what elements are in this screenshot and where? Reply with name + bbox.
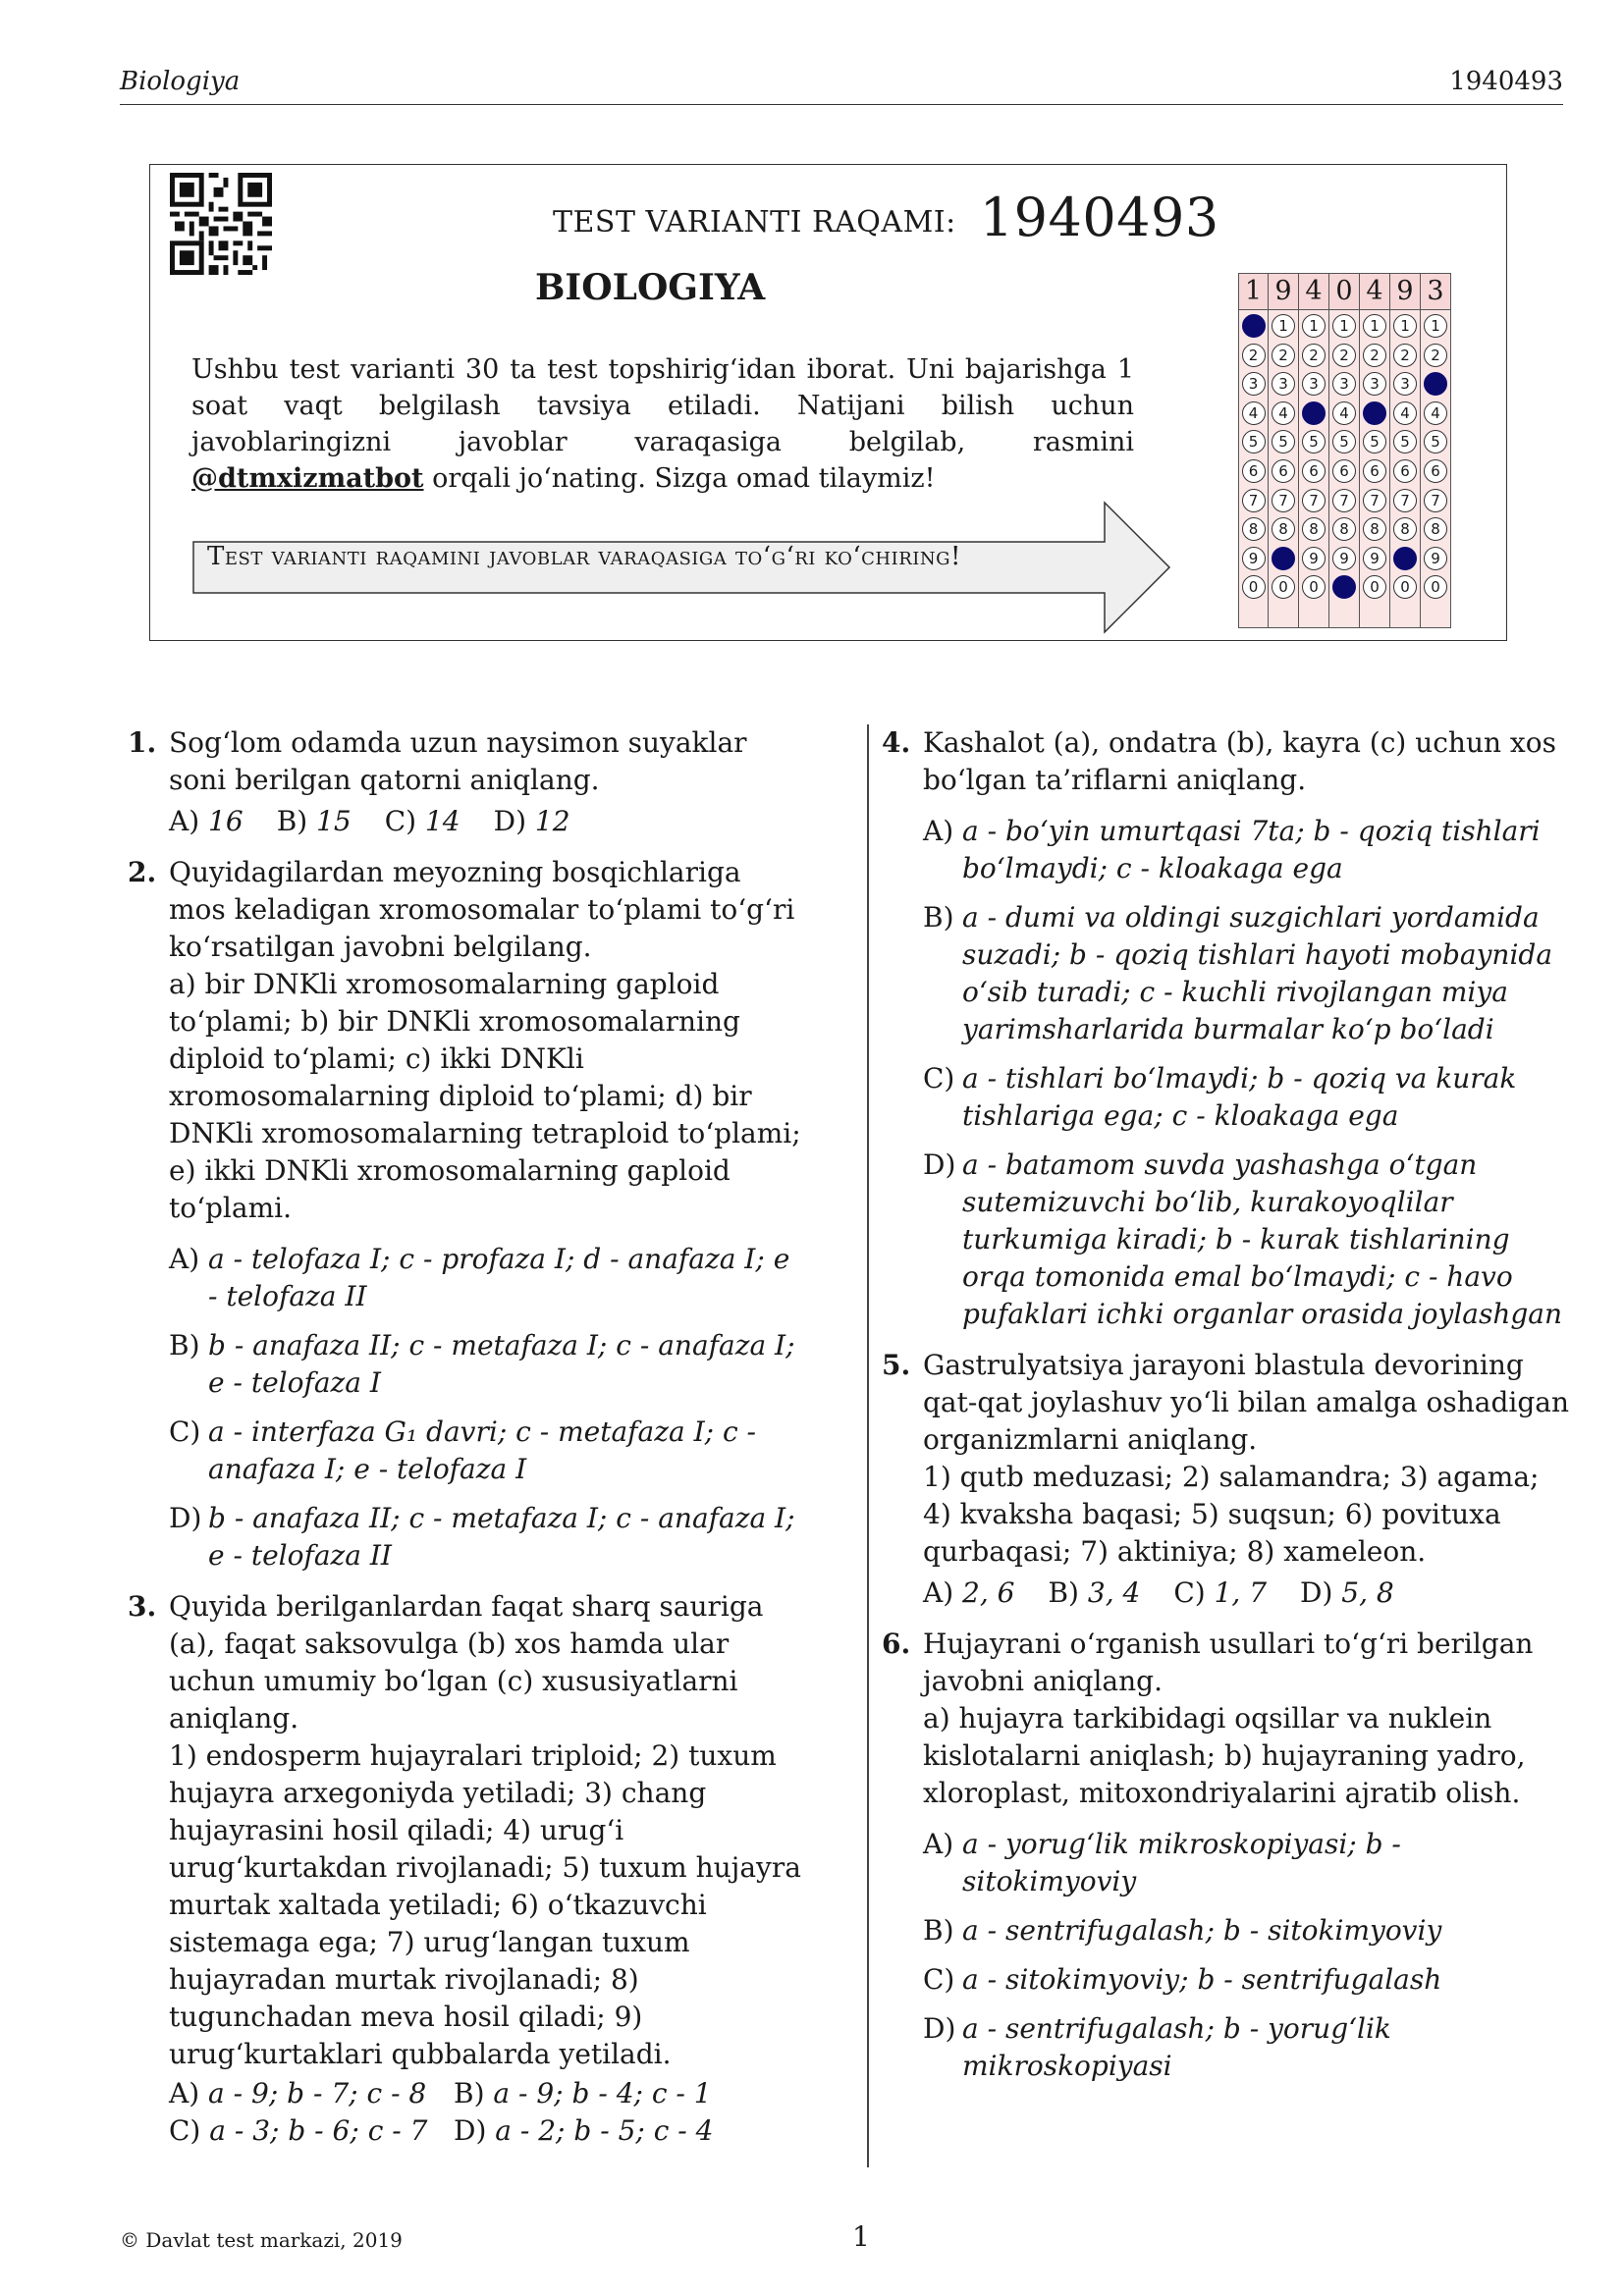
digit-header: 1 xyxy=(1239,274,1268,310)
bubble[interactable]: 0 xyxy=(1424,575,1447,599)
digit-column xyxy=(1238,273,1269,628)
answer-letter: C) xyxy=(169,1415,201,1448)
bubble[interactable]: 1 xyxy=(1272,314,1295,338)
digit-column xyxy=(1329,273,1360,628)
answer-letter: C) xyxy=(923,1062,955,1095)
bubble-filled[interactable] xyxy=(1302,401,1326,425)
answer-option[interactable]: B) a - 9; b - 4; c - 1 xyxy=(454,2077,712,2109)
answer-letter: B) xyxy=(169,1329,200,1362)
answer-text: a - 2; b - 5; c - 4 xyxy=(495,2114,714,2147)
answer-letter: A) xyxy=(923,815,954,847)
digit-column xyxy=(1299,273,1329,628)
question-text: Kashalot (a), ondatra (b), kayra (c) uchun xos bo‘lgan ta’riflarni aniqlang. xyxy=(923,726,1556,796)
answer-text: a - interfaza G₁ davri; c - metafaza I; c - anafaza I; e - telofaza I xyxy=(208,1415,757,1485)
questions-left-column xyxy=(128,724,805,2163)
answer-option[interactable]: B) 3, 4 xyxy=(1048,1576,1141,1609)
answer-option[interactable] xyxy=(923,1912,1569,1949)
bubble[interactable]: 0 xyxy=(1302,575,1326,599)
bubble[interactable]: 3 xyxy=(1393,372,1417,396)
bubble[interactable]: 8 xyxy=(1363,517,1386,541)
bubble[interactable]: 6 xyxy=(1302,459,1326,483)
answer-letter: D) xyxy=(923,2012,956,2045)
answer-text: 1, 7 xyxy=(1214,1576,1268,1609)
digit-header: 9 xyxy=(1390,274,1420,310)
bubble-filled[interactable] xyxy=(1363,401,1386,425)
answer-letter: C) xyxy=(923,1963,955,1996)
question-number: 3. xyxy=(128,1590,157,1623)
answer-text: a - sitokimyoviy; b - sentrifugalash xyxy=(962,1963,1442,1996)
bubble[interactable]: 8 xyxy=(1332,517,1356,541)
bubble[interactable]: 4 xyxy=(1424,401,1447,425)
options-list xyxy=(923,813,1569,1333)
answer-option[interactable]: D) 5, 8 xyxy=(1300,1576,1394,1609)
question xyxy=(882,1626,1569,2085)
question-text: Hujayrani o‘rganish usullari to‘g‘ri berilgan javobni aniqlang. xyxy=(923,1628,1534,1697)
answer-option[interactable]: D) a - 2; b - 5; c - 4 xyxy=(454,2114,714,2147)
bubble[interactable]: 5 xyxy=(1363,430,1386,454)
question-number: 1. xyxy=(128,726,157,759)
answer-letter: A) xyxy=(923,1828,954,1860)
footer-copyright: © Davlat test markazi, 2019 xyxy=(120,2228,403,2252)
header-variant: 1940493 xyxy=(1449,67,1563,96)
bubble[interactable]: 7 xyxy=(1272,489,1295,512)
bubble[interactable]: 2 xyxy=(1242,344,1266,367)
digit-header: 9 xyxy=(1269,274,1298,310)
answer-option[interactable] xyxy=(923,1060,1569,1135)
answer-option[interactable] xyxy=(169,1241,805,1315)
bubble[interactable]: 8 xyxy=(1424,517,1447,541)
instructions-text-2: orqali jo‘nating. Sizga omad tilaymiz! xyxy=(423,463,936,494)
bubble[interactable]: 1 xyxy=(1393,314,1417,338)
answer-option[interactable]: A) a - 9; b - 7; c - 8 xyxy=(169,2077,427,2109)
bubble-filled[interactable] xyxy=(1424,372,1447,396)
answer-option[interactable]: B) 15 xyxy=(276,805,352,837)
digit-column xyxy=(1390,273,1421,628)
bubble[interactable]: 5 xyxy=(1272,430,1295,454)
bubble[interactable]: 2 xyxy=(1302,344,1326,367)
bubble[interactable]: 7 xyxy=(1242,489,1266,512)
question xyxy=(128,854,805,1575)
digit-header: 4 xyxy=(1360,274,1389,310)
answer-option[interactable]: A) 2, 6 xyxy=(923,1576,1015,1609)
answer-letter: A) xyxy=(169,1243,200,1275)
answer-text: a - batamom suvda yashashga o‘tgan sutemizuvchi bo‘lib, kurakoyoqlilar turkumiga kiradi; b - kurak tishlarining orqa tomonida emal bo‘lmaydi; c - havo pufaklari ichki organlar orasida joylashgan xyxy=(962,1148,1563,1330)
bubble[interactable]: 1 xyxy=(1302,314,1326,338)
bubble[interactable]: 5 xyxy=(1393,430,1417,454)
digit-header: 4 xyxy=(1299,274,1328,310)
page-header xyxy=(120,65,1563,105)
question xyxy=(128,724,805,840)
bubble[interactable]: 4 xyxy=(1393,401,1417,425)
bubble[interactable]: 1 xyxy=(1363,314,1386,338)
answer-option[interactable] xyxy=(169,1327,805,1402)
bubble-filled[interactable] xyxy=(1242,314,1266,338)
digit-column xyxy=(1421,273,1451,628)
bubble[interactable]: 1 xyxy=(1332,314,1356,338)
answer-option[interactable]: A) 16 xyxy=(169,805,244,837)
bubble[interactable]: 6 xyxy=(1272,459,1295,483)
bubble[interactable]: 7 xyxy=(1332,489,1356,512)
answer-option[interactable]: C) a - 3; b - 6; c - 7 xyxy=(169,2114,428,2147)
bubble-filled[interactable] xyxy=(1393,547,1417,570)
variant-title xyxy=(553,187,1219,248)
variant-label: TEST VARIANTI RAQAMI: xyxy=(553,205,956,240)
answer-option[interactable] xyxy=(923,1147,1569,1333)
bubble[interactable]: 0 xyxy=(1272,575,1295,599)
answer-text: a - 9; b - 4; c - 1 xyxy=(493,2077,712,2109)
bubble[interactable]: 9 xyxy=(1424,547,1447,570)
options-row xyxy=(923,1575,1569,1612)
answer-letter: D) xyxy=(923,1148,956,1181)
question xyxy=(882,724,1569,1333)
bubble[interactable]: 7 xyxy=(1393,489,1417,512)
question-text: Sog‘lom odamda uzun naysimon suyaklar soni berilgan qatorni aniqlang. xyxy=(169,726,747,796)
variant-box xyxy=(149,164,1507,641)
question-number: 2. xyxy=(128,856,157,888)
question-text: a) bir DNKli xromosomalarning gaploid to‘plami; b) bir DNKli xromosomalarning diploid to‘plami; c) ikki DNKli xromosomalarning diploid to‘plami; d) bir DNKli xromosomalarning tetraploid to‘plami; e) ikki DNKli xromosomalarning gaploid to‘plami. xyxy=(169,968,801,1224)
answer-text: a - dumi va oldingi suzgichlari yordamida suzadi; b - qoziq tishlari hayoti mobaynida o‘sib turadi; c - kuchli rivojlangan miya yarimsharlarida burmalar ko‘p bo‘ladi xyxy=(962,901,1553,1045)
options-list xyxy=(923,1826,1569,2085)
question-number: 4. xyxy=(882,726,911,759)
bubble[interactable]: 2 xyxy=(1272,344,1295,367)
bubble[interactable]: 8 xyxy=(1242,517,1266,541)
answer-text: b - anafaza II; c - metafaza I; c - anafaza I; e - telofaza I xyxy=(208,1329,795,1399)
bubble[interactable]: 0 xyxy=(1242,575,1266,599)
answer-option[interactable]: C) 1, 7 xyxy=(1173,1576,1268,1609)
answer-text: a - telofaza I; c - profaza I; d - anafaza I; e - telofaza II xyxy=(208,1243,790,1312)
instructions-text-1: Ushbu test varianti 30 ta test topshirig‘idan iborat. Uni bajarishga 1 soat vaqt belgilash tavsiya etiladi. Natijani bilish uchun javoblaringizni javoblar varaqasiga belgilab, rasmini xyxy=(191,354,1134,457)
answer-option[interactable] xyxy=(923,1961,1569,1999)
question xyxy=(128,1588,805,2150)
answer-text: a - tishlari bo‘lmaydi; b - qoziq va kurak tishlariga ega; c - kloakaga ega xyxy=(962,1062,1517,1132)
bubble[interactable]: 3 xyxy=(1302,372,1326,396)
bubble[interactable]: 0 xyxy=(1393,575,1417,599)
subject-title: BIOLOGIYA xyxy=(535,267,766,308)
answer-option[interactable] xyxy=(923,899,1569,1048)
bubble[interactable]: 9 xyxy=(1302,547,1326,570)
digit-column xyxy=(1360,273,1390,628)
answer-text: 2, 6 xyxy=(962,1576,1015,1609)
question-text: Quyida berilganlardan faqat sharq sauriga (a), faqat saksovulga (b) xos hamda ular uchun umumiy bo‘lgan (c) xususiyatlarni aniqlang. xyxy=(169,1590,764,1735)
answer-text: 3, 4 xyxy=(1087,1576,1141,1609)
bubble[interactable]: 8 xyxy=(1272,517,1295,541)
bubble-filled[interactable] xyxy=(1332,575,1356,599)
question xyxy=(882,1347,1569,1612)
answer-option[interactable] xyxy=(923,2010,1569,2085)
page-number: 1 xyxy=(852,2220,870,2253)
bubble[interactable]: 7 xyxy=(1302,489,1326,512)
question-text: Quyidagilardan meyozning bosqichlariga mos keladigan xromosomalar to‘plami to‘g‘ri ko‘rsatilgan javobni belgilang. xyxy=(169,856,795,963)
answer-option[interactable]: C) 14 xyxy=(384,805,460,837)
answer-text: a - yorug‘lik mikroskopiyasi; b - sitokimyoviy xyxy=(962,1828,1401,1897)
bubble[interactable]: 5 xyxy=(1302,430,1326,454)
bubble[interactable]: 3 xyxy=(1242,372,1266,396)
questions-right-column xyxy=(882,724,1569,2099)
bubble-filled[interactable] xyxy=(1272,547,1295,570)
bubble[interactable]: 8 xyxy=(1393,517,1417,541)
bubble[interactable]: 5 xyxy=(1332,430,1356,454)
instructions xyxy=(191,351,1134,497)
answer-letter: D) xyxy=(169,1502,202,1534)
question-number: 6. xyxy=(882,1628,911,1660)
bubble[interactable]: 3 xyxy=(1272,372,1295,396)
bubble[interactable]: 7 xyxy=(1363,489,1386,512)
answer-option[interactable]: D) 12 xyxy=(493,805,570,837)
bubble[interactable]: 4 xyxy=(1332,401,1356,425)
variant-number: 1940493 xyxy=(979,187,1219,248)
options-grid xyxy=(169,2075,805,2150)
bubble[interactable]: 2 xyxy=(1332,344,1356,367)
answer-option[interactable] xyxy=(923,813,1569,887)
digit-header: 0 xyxy=(1329,274,1359,310)
bubble[interactable]: 5 xyxy=(1242,430,1266,454)
variant-bubble-grid xyxy=(1238,273,1456,628)
answer-option[interactable] xyxy=(169,1500,805,1575)
bubble[interactable]: 2 xyxy=(1363,344,1386,367)
answer-text: a - sentrifugalash; b - yorug‘lik mikroskopiyasi xyxy=(962,2012,1391,2082)
answer-option[interactable] xyxy=(169,1414,805,1488)
answer-text: 16 xyxy=(208,805,244,837)
bubble[interactable]: 5 xyxy=(1424,430,1447,454)
arrow-text: Test varianti raqamini javoblar varaqasiga to‘g‘ri ko‘chiring! xyxy=(207,542,961,571)
answer-text: 15 xyxy=(316,805,352,837)
question-text: 1) endosperm hujayralari triploid; 2) tuxum hujayra arxegoniyda yetiladi; 3) chang hujayrasini hosil qiladi; 4) urug‘i urug‘kurtakdan rivojlanadi; 5) tuxum hujayra murtak xaltada yetiladi; 6) o‘tkazuvchi sistemaga ega; 7) urug‘langan tuxum hujayradan murtak rivojlanadi; 8) tugunchadan meva hosil qiladi; 9) urug‘kurtaklari qubbalarda yetiladi. xyxy=(169,1739,801,2070)
digit-header: 3 xyxy=(1421,274,1450,310)
bubble[interactable]: 9 xyxy=(1363,547,1386,570)
bubble[interactable]: 7 xyxy=(1424,489,1447,512)
bubble[interactable]: 6 xyxy=(1332,459,1356,483)
bubble[interactable]: 6 xyxy=(1424,459,1447,483)
question-text: Gastrulyatsiya jarayoni blastula devorining qat-qat joylashuv yo‘li bilan amalga oshadigan organizmlarni aniqlang. xyxy=(923,1349,1569,1456)
bubble[interactable]: 6 xyxy=(1363,459,1386,483)
question-number: 5. xyxy=(882,1349,911,1381)
bubble[interactable]: 6 xyxy=(1242,459,1266,483)
answer-letter: B) xyxy=(923,901,954,934)
header-subject: Biologiya xyxy=(120,67,241,96)
qr-code-icon xyxy=(170,173,272,275)
bubble[interactable]: 4 xyxy=(1272,401,1295,425)
answer-text: a - 9; b - 7; c - 8 xyxy=(208,2077,427,2109)
answer-text: 12 xyxy=(534,805,570,837)
answer-option[interactable] xyxy=(923,1826,1569,1900)
bubble[interactable]: 0 xyxy=(1363,575,1386,599)
bubble[interactable]: 1 xyxy=(1424,314,1447,338)
bubble[interactable]: 9 xyxy=(1242,547,1266,570)
column-divider xyxy=(867,724,869,2167)
bot-link[interactable]: @dtmxizmatbot xyxy=(191,463,424,494)
question-text: 1) qutb meduzasi; 2) salamandra; 3) agama; 4) kvaksha baqasi; 5) suqsun; 6) povituxa qurbaqasi; 7) aktiniya; 8) xameleon. xyxy=(923,1461,1540,1568)
bubble[interactable]: 9 xyxy=(1332,547,1356,570)
answer-text: b - anafaza II; c - metafaza I; c - anafaza I; e - telofaza II xyxy=(208,1502,795,1572)
digit-column xyxy=(1269,273,1299,628)
options-row xyxy=(169,803,805,840)
answer-text: 5, 8 xyxy=(1341,1576,1394,1609)
answer-text: a - bo‘yin umurtqasi 7ta; b - qoziq tishlari bo‘lmaydi; c - kloakaga ega xyxy=(962,815,1541,884)
question-text: a) hujayra tarkibidagi oqsillar va nuklein kislotalarni aniqlash; b) hujayraning yadro, xloroplast, mitoxondriyalarini ajratib olish. xyxy=(923,1702,1526,1809)
answer-text: a - 3; b - 6; c - 7 xyxy=(209,2114,428,2147)
bubble[interactable]: 6 xyxy=(1393,459,1417,483)
answer-letter: B) xyxy=(923,1914,954,1947)
bubble[interactable]: 3 xyxy=(1363,372,1386,396)
answer-text: 14 xyxy=(424,805,460,837)
bubble[interactable]: 4 xyxy=(1242,401,1266,425)
bubble[interactable]: 8 xyxy=(1302,517,1326,541)
bubble[interactable]: 2 xyxy=(1393,344,1417,367)
options-list xyxy=(169,1241,805,1575)
bubble[interactable]: 2 xyxy=(1424,344,1447,367)
bubble[interactable]: 3 xyxy=(1332,372,1356,396)
answer-text: a - sentrifugalash; b - sitokimyoviy xyxy=(962,1914,1442,1947)
